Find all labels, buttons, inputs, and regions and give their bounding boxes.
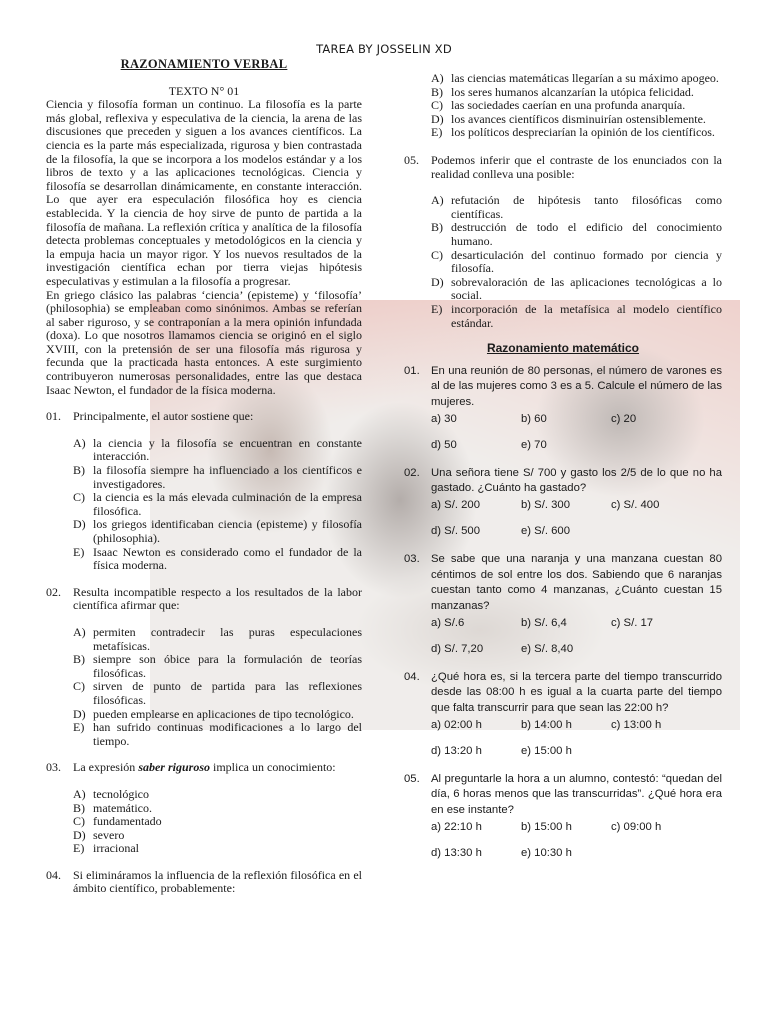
question-text-pre: La expresión <box>73 760 139 775</box>
answer-row <box>404 498 722 514</box>
option-letter: E) <box>431 125 443 140</box>
option-b <box>431 221 722 248</box>
option-letter: A) <box>73 786 86 801</box>
option-letter: A) <box>431 71 444 85</box>
page-header: TAREA BY JOSSELIN XD <box>316 42 452 56</box>
question-text: En una reunión de 80 personas, el número de varones es al de las mujeres como 3 es a 5. Calcule el número de las mujeres. <box>431 364 722 409</box>
answer-b: b) 14:00 h <box>521 719 572 732</box>
question-text: Podemos inferir que el contraste de los enunciados con la realidad conlleva una posible: <box>431 152 722 181</box>
question-number: 01. <box>404 364 420 377</box>
answer-row <box>404 642 722 658</box>
option-e <box>73 546 362 573</box>
option-letter: B) <box>431 220 443 235</box>
option-d <box>73 518 362 545</box>
option-c <box>73 815 362 829</box>
answer-b: b) 15:00 h <box>521 821 572 834</box>
answer-b: b) 60 <box>521 413 547 426</box>
passage-paragraph-1: Ciencia y filosofía forman un continuo. La filosofía es la parte más global, reflexiva y especulativa de la ciencia, la arena de las discusiones que preceden y siguen a los avances científicos. La ciencia es la parte más especializada, rigurosa y bien contrastada de la filosofía, la que se incorpora a los modelos estándar y a los libros de texto y a las aplicaciones tecnológicas. Ciencia y filosofía se desarrollan dinámicamente, en constante interacción. Lo que ayer era especulación filosófica hoy es ciencia establecida. Y la ciencia de hoy sirve de punto de partida a la filosofía de mañana. La reflexión crítica y analítica de la filosofía detecta problemas conceptuales y metodológicos en la ciencia y la empuja hacia un mayor rigor. Y los nuevos resultados de la investigación científica echan por tierra viejas hipótesis especulativas y estimulan a la filosofía a progresar. <box>46 97 362 288</box>
question-number: 02. <box>46 584 61 599</box>
option-text: la filosofía siempre ha influenciado a los científicos e investigadores. <box>93 463 362 491</box>
question-number: 05. <box>404 152 419 167</box>
question-text: Si elimináramos la influencia de la reflexión filosófica en el ámbito científico, probablemente: <box>73 867 362 896</box>
options-verbal-5 <box>404 194 722 330</box>
option-text: sobrevaloración de las aplicaciones tecnológicas a lo social. <box>451 274 722 303</box>
option-e <box>73 842 362 856</box>
answer-row <box>404 744 722 760</box>
option-text: los seres humanos alcanzarían la utópica felicidad. <box>451 84 694 99</box>
question-number: 05. <box>404 772 420 785</box>
answer-c: c) 20 <box>611 413 637 426</box>
answer-c: c) 09:00 h <box>611 821 662 834</box>
option-letter: B) <box>73 463 85 478</box>
question-keyword: saber riguroso <box>138 760 210 775</box>
option-d <box>73 708 362 722</box>
question-number: 01. <box>46 409 61 424</box>
option-text: matemático. <box>93 800 152 815</box>
option-a <box>73 626 362 653</box>
texto-title: TEXTO N° 01 <box>168 83 240 98</box>
option-text: los políticos despreciarían la opinión de los científicos. <box>451 125 715 140</box>
option-text: siempre son óbice para la formulación de teorías filosóficas. <box>93 652 362 680</box>
answer-e: e) 15:00 h <box>521 744 572 757</box>
question-text: Se sabe que una naranja y una manzana cuestan 80 céntimos de sol entre los dos. Sabiendo que 6 naranjas cuestan tanto como 4 manzanas, ¿Cuánto cuestan 15 manzanas? <box>431 552 722 613</box>
option-d <box>431 113 722 127</box>
passage-paragraph-2: En griego clásico las palabras ‘ciencia’ (episteme) y ‘filosofía’ (philosophia) se empleaban como sinónimos. Ambas se referían al saber riguroso, y se contraponían a la mera opinión infundada (doxa). Lo que nosotros llamamos ciencia se originó en el siglo XVIII, con la pretensión de ser una filosofía más rigurosa y fecunda que la practicada hasta entonces. A este surgimiento contribuyeron numerosas personalidades, entre las que destaca Isaac Newton, el fundador de la física moderna. <box>46 287 362 397</box>
option-text: la ciencia es la más elevada culminación de la empresa filosófica. <box>93 490 362 518</box>
answer-row <box>404 412 722 428</box>
option-text: los avances científicos disminuirían ostensiblemente. <box>451 111 706 126</box>
question-verbal-3 <box>46 761 362 775</box>
question-number: 02. <box>404 466 420 479</box>
option-letter: A) <box>431 193 444 208</box>
option-d <box>431 276 722 303</box>
option-text: han sufrido continuas modificaciones a lo largo del tiempo. <box>93 720 362 748</box>
answer-row <box>404 616 722 632</box>
option-letter: A) <box>73 624 86 639</box>
option-a <box>73 437 362 464</box>
option-letter: E) <box>73 720 85 735</box>
answer-e: e) S/. 600 <box>521 525 570 538</box>
option-letter: E) <box>73 544 85 559</box>
answer-d: d) 13:20 h <box>431 744 482 757</box>
option-letter: E) <box>431 301 443 316</box>
option-letter: D) <box>73 706 86 721</box>
option-text: destrucción de todo el edificio del conocimiento humano. <box>451 220 722 248</box>
option-text: la ciencia y la filosofía se encuentran en constante interacción. <box>93 435 362 464</box>
question-verbal-1 <box>46 410 362 424</box>
question-math-5 <box>404 772 722 819</box>
option-text: las ciencias matemáticas llegarían a su máximo apogeo. <box>451 71 719 85</box>
option-b <box>73 464 362 491</box>
question-text-post: implica un conocimiento: <box>210 760 336 775</box>
answer-a: a) 22:10 h <box>431 821 482 834</box>
option-letter: D) <box>73 517 86 532</box>
option-letter: C) <box>73 814 85 829</box>
option-letter: C) <box>73 679 85 694</box>
answer-e: e) S/. 8,40 <box>521 642 574 655</box>
answer-d: d) 13:30 h <box>431 846 482 859</box>
option-text: irracional <box>93 841 139 856</box>
option-a <box>431 194 722 221</box>
question-math-4 <box>404 670 722 717</box>
answer-a: a) S/. 200 <box>431 499 480 512</box>
option-text: permiten contradecir las puras especulaciones metafísicas. <box>93 624 362 653</box>
options-verbal-3 <box>46 788 362 856</box>
answer-e: e) 10:30 h <box>521 846 572 859</box>
answer-c: c) 13:00 h <box>611 719 662 732</box>
option-letter: C) <box>431 98 443 113</box>
option-letter: D) <box>431 111 444 126</box>
option-text: sirven de punto de partida para las reflexiones filosóficas. <box>93 679 362 707</box>
option-letter: A) <box>73 435 86 450</box>
option-e <box>431 126 722 140</box>
answer-e: e) 70 <box>521 438 547 451</box>
section-title-verbal: RAZONAMIENTO VERBAL <box>120 57 288 71</box>
option-a <box>431 72 722 86</box>
question-text: Resulta incompatible respecto a los resultados de la labor científica afirmar que: <box>73 584 362 613</box>
option-letter: C) <box>431 247 443 262</box>
answer-row <box>404 846 722 862</box>
left-column <box>46 58 362 896</box>
option-letter: B) <box>73 800 85 815</box>
answer-c: c) S/. 400 <box>611 499 660 512</box>
option-letter: B) <box>431 84 443 99</box>
question-math-3 <box>404 552 722 615</box>
math-section <box>404 364 722 862</box>
option-c <box>431 99 722 113</box>
section-title-math: Razonamiento matemático <box>486 341 640 356</box>
option-b <box>431 86 722 100</box>
answer-c: c) S/. 17 <box>611 617 654 630</box>
option-text: incorporación de la metafísica al modelo científico estándar. <box>451 301 722 330</box>
question-verbal-4 <box>46 869 362 896</box>
option-e <box>431 303 722 330</box>
question-verbal-5 <box>404 154 722 181</box>
question-number: 03. <box>404 552 420 565</box>
answer-d: d) 50 <box>431 438 457 451</box>
options-verbal-4 <box>404 72 722 140</box>
question-number: 03. <box>46 760 61 775</box>
options-verbal-2 <box>46 626 362 748</box>
question-math-2 <box>404 466 722 498</box>
option-d <box>73 829 362 843</box>
option-a <box>73 788 362 802</box>
option-text: Isaac Newton es considerado como el fundador de la física moderna. <box>93 544 362 573</box>
answer-d: d) S/. 500 <box>431 525 480 538</box>
answer-a: a) S/.6 <box>431 617 465 630</box>
option-c <box>73 680 362 707</box>
option-text: severo <box>93 827 125 842</box>
answer-row <box>404 524 722 540</box>
option-text: los griegos identificaban ciencia (episteme) y filosofía (philosophia). <box>93 517 362 545</box>
question-text <box>73 761 362 775</box>
option-text: refutación de hipótesis tanto filosóficas como científicas. <box>451 193 722 221</box>
answer-b: b) S/. 6,4 <box>521 617 567 630</box>
answer-a: a) 02:00 h <box>431 719 482 732</box>
question-math-1 <box>404 364 722 411</box>
question-number: 04. <box>46 867 61 882</box>
option-text: tecnológico <box>93 786 149 801</box>
option-text: desarticulación del continuo formado por ciencia y filosofía. <box>451 247 722 276</box>
question-verbal-2 <box>46 586 362 613</box>
option-e <box>73 721 362 748</box>
options-verbal-1 <box>46 437 362 573</box>
answer-a: a) 30 <box>431 413 457 426</box>
option-letter: C) <box>73 490 85 505</box>
option-b <box>73 653 362 680</box>
option-text: las sociedades caerían en una profunda anarquía. <box>451 98 686 113</box>
question-text: ¿Qué hora es, si la tercera parte del tiempo transcurrido desde las 08:00 h es igual a la cuarta parte del tiempo que falta transcurrir para que sean las 22:00 h? <box>431 670 722 715</box>
option-text: pueden emplearse en aplicaciones de tipo tecnológico. <box>93 706 354 721</box>
option-letter: B) <box>73 652 85 667</box>
option-letter: D) <box>73 827 86 842</box>
option-letter: D) <box>431 274 444 289</box>
question-text: Principalmente, el autor sostiene que: <box>73 409 254 424</box>
answer-row <box>404 438 722 454</box>
answer-b: b) S/. 300 <box>521 499 570 512</box>
answer-row <box>404 820 722 836</box>
option-letter: E) <box>73 841 85 856</box>
question-text: Al preguntarle la hora a un alumno, contestó: “quedan del día, 6 horas menos que las transcurridas”. ¿Qué hora era en ese instante? <box>431 772 722 817</box>
option-text: fundamentado <box>93 814 162 829</box>
option-b <box>73 802 362 816</box>
answer-row <box>404 718 722 734</box>
option-c <box>73 491 362 518</box>
question-text: Una señora tiene S/ 700 y gasto los 2/5 de lo que no ha gastado. ¿Cuánto ha gastado? <box>431 466 722 495</box>
right-column <box>404 72 722 862</box>
answer-d: d) S/. 7,20 <box>431 642 484 655</box>
option-c <box>431 249 722 276</box>
question-number: 04. <box>404 670 420 683</box>
